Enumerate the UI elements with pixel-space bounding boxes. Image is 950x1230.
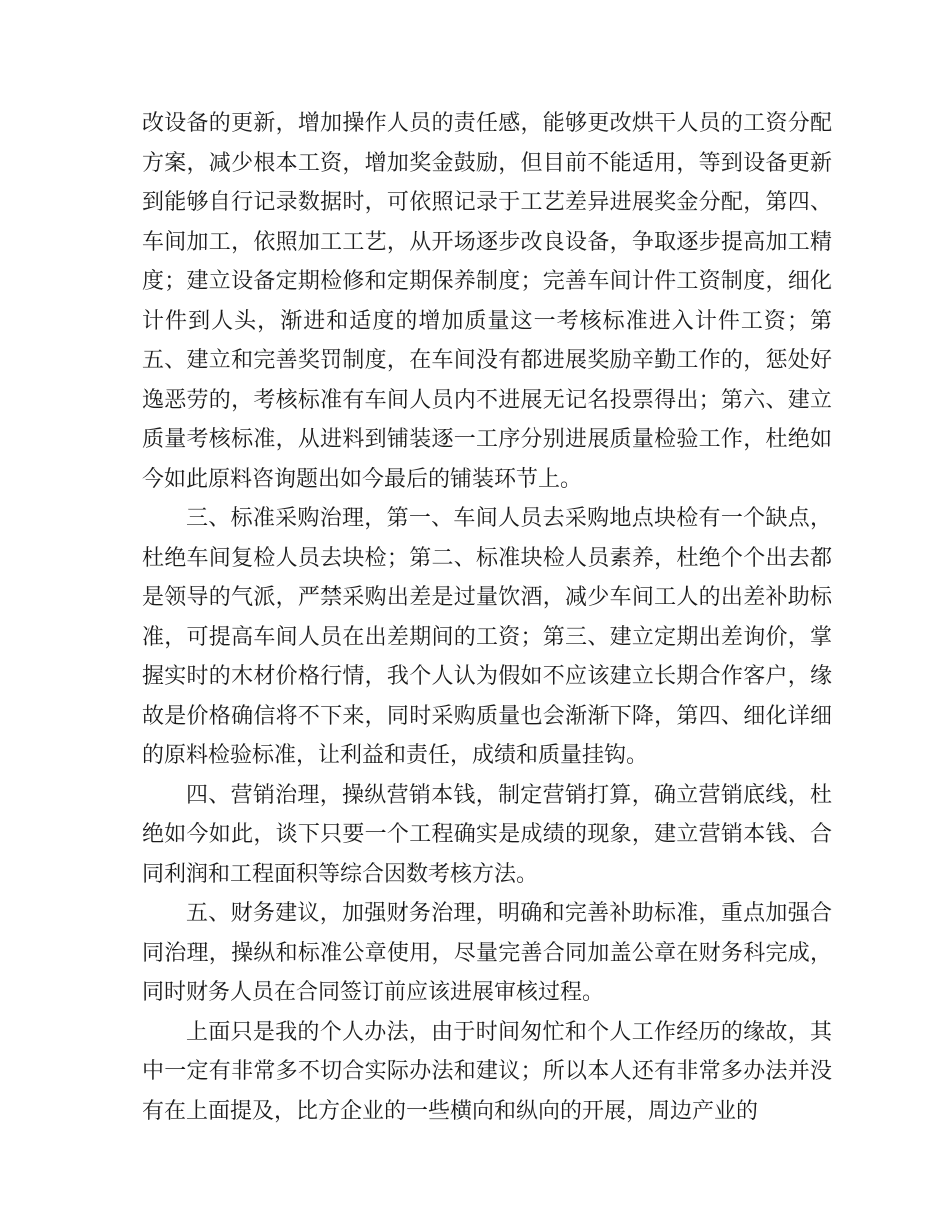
paragraph-continuation: 改设备的更新，增加操作人员的责任感，能够更改烘干人员的工资分配方案，减少根本工资，增加奖金鼓励，但目前不能适用，等到设备更新到能够自行记录数据时，可依照记录于工艺差异进展奖金分配，第四、车间加工，依照加工工艺，从开场逐步改良设备，争取逐步提高加工精度；建立设备定期检修和定期保养制度；完善车间计件工资制度，细化计件到人头，渐进和适度的增加质量这一考核标准进入计件工资；第五、建立和完善奖罚制度，在车间没有都进展奖励辛勤工作的，惩处好逸恶劳的，考核标准有车间人员内不进展无记名投票得出；第六、建立质量考核标准，从进料到铺装逐一工序分别进展质量检验工作，杜绝如今如此原料咨询题出如今最后的铺装环节上。 xyxy=(142,111,832,492)
paragraph-marketing: 四、营销治理，操纵营销本钱，制定营销打算，确立营销底线，杜绝如今如此，谈下只要一个工程确实是成绩的现象，建立营销本钱、合同利润和工程面积等综合因数考核方法。 xyxy=(142,782,832,887)
paragraph-procurement: 三、标准采购治理，第一、车间人员去采购地点块检有一个缺点，杜绝车间复检人员去块检；第二、标准块检人员素养，杜绝个个出去都是领导的气派，严禁采购出差是过量饮酒，减少车间工人的出差补助标准，可提高车间人员在出差期间的工资；第三、建立定期出差询价，掌握实时的木材价格行情，我个人认为假如不应该建立长期合作客户，缘故是价格确信将不下来，同时采购质量也会渐渐下降，第四、细化详细的原料检验标准，让利益和责任，成绩和质量挂钩。 xyxy=(142,506,832,768)
paragraph-finance: 五、财务建议，加强财务治理，明确和完善补助标准，重点加强合同治理，操纵和标准公章使用，尽量完善合同加盖公章在财务科完成，同时财务人员在合同签订前应该进展审核过程。 xyxy=(142,901,832,1005)
document-body xyxy=(142,104,832,1131)
paragraph-closing: 上面只是我的个人办法，由于时间匆忙和个人工作经历的缘故，其中一定有非常多不切合实际办法和建议；所以本人还有非常多办法并没有在上面提及，比方企业的一些横向和纵向的开展，周边产业的 xyxy=(142,1019,832,1124)
